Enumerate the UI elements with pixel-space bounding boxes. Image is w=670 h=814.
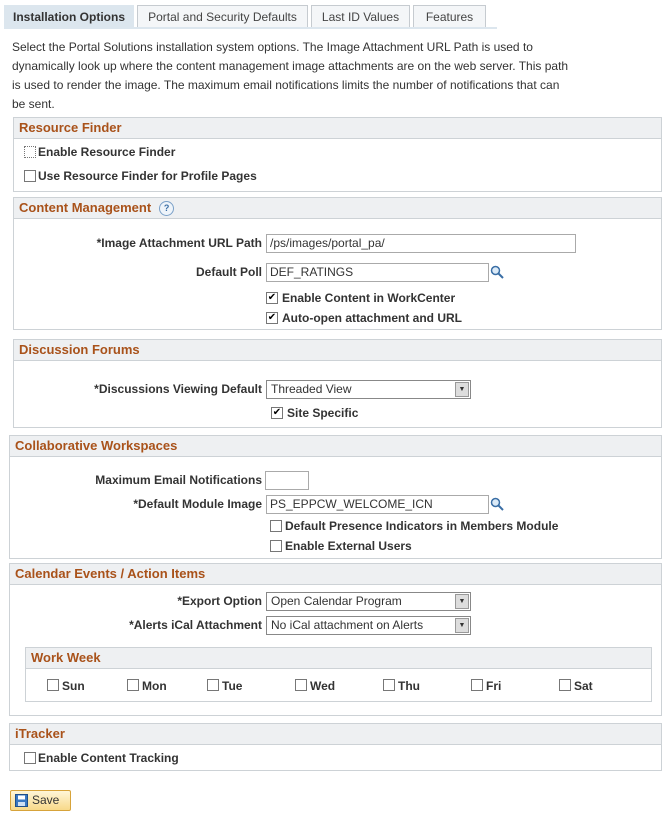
day-sat-checkbox[interactable]: [559, 679, 571, 691]
save-icon: [15, 794, 28, 807]
resource-finder-profile-checkbox[interactable]: [24, 170, 36, 182]
section-title: Discussion Forums: [14, 340, 661, 361]
selected-value: Open Calendar Program: [271, 594, 402, 608]
selected-value: No iCal attachment on Alerts: [271, 618, 424, 632]
search-icon[interactable]: [490, 265, 504, 279]
day-sun-label: Sun: [62, 679, 85, 693]
day-mon-checkbox[interactable]: [127, 679, 139, 691]
tab-underline: [4, 27, 497, 29]
default-poll-input[interactable]: DEF_RATINGS: [266, 263, 489, 282]
tab-last-id-values[interactable]: Last ID Values: [311, 5, 410, 28]
image-url-input[interactable]: /ps/images/portal_pa/: [266, 234, 576, 253]
alerts-ical-select[interactable]: [266, 616, 471, 635]
day-sat-label: Sat: [574, 679, 593, 693]
default-module-image-input[interactable]: PS_EPPCW_WELCOME_ICN: [266, 495, 489, 514]
site-specific-label: Site Specific: [287, 406, 359, 420]
enable-resource-finder-checkbox[interactable]: [24, 146, 36, 158]
tab-installation-options[interactable]: Installation Options: [4, 5, 134, 28]
tab-portal-security-defaults[interactable]: Portal and Security Defaults: [137, 5, 308, 28]
content-tracking-label: Enable Content Tracking: [38, 751, 179, 765]
day-thu-checkbox[interactable]: [383, 679, 395, 691]
save-button[interactable]: [10, 790, 71, 811]
section-title: iTracker: [10, 724, 661, 745]
section-title: Collaborative Workspaces: [10, 436, 661, 457]
selected-value: Threaded View: [271, 382, 352, 396]
resource-finder-profile-label: Use Resource Finder for Profile Pages: [38, 169, 257, 183]
alerts-ical-label: *Alerts iCal Attachment: [129, 618, 262, 632]
tab-features[interactable]: Features: [413, 5, 486, 28]
content-tracking-checkbox[interactable]: [24, 752, 36, 764]
day-wed-checkbox[interactable]: [295, 679, 307, 691]
site-specific-checkbox[interactable]: ✔: [272, 407, 282, 418]
help-icon[interactable]: ?: [159, 201, 174, 216]
chevron-down-icon[interactable]: ▼: [455, 618, 469, 633]
max-email-input[interactable]: [265, 471, 309, 490]
work-week-group: [25, 647, 652, 702]
section-title: Work Week: [26, 648, 651, 669]
max-email-label: Maximum Email Notifications: [95, 473, 262, 487]
search-icon[interactable]: [490, 497, 504, 511]
default-module-image-label: *Default Module Image: [133, 497, 262, 511]
save-label: Save: [32, 793, 60, 807]
day-fri-checkbox[interactable]: [471, 679, 483, 691]
auto-open-checkbox[interactable]: ✔: [267, 312, 277, 323]
section-title: Resource Finder: [14, 118, 661, 139]
chevron-down-icon[interactable]: ▼: [455, 594, 469, 609]
section-title: Content Management: [19, 200, 152, 215]
external-users-checkbox[interactable]: [270, 540, 282, 552]
discussion-view-label: *Discussions Viewing Default: [94, 382, 262, 396]
day-fri-label: Fri: [486, 679, 502, 693]
default-poll-label: Default Poll: [195, 265, 262, 279]
day-thu-label: Thu: [398, 679, 420, 693]
export-option-label: *Export Option: [177, 594, 262, 608]
page-description: Select the Portal Solutions installation system options. The Image Attachment URL Path is used to dynamically look up where the content management image attachments are on the web server. This path is used to render the image. The maximum email notifications limits the number of notifications that can be sent.: [12, 40, 569, 111]
day-tue-checkbox[interactable]: [207, 679, 219, 691]
day-mon-label: Mon: [142, 679, 167, 693]
section-title: Calendar Events / Action Items: [10, 564, 661, 585]
external-users-label: Enable External Users: [285, 539, 412, 553]
enable-resource-finder-label: Enable Resource Finder: [38, 145, 176, 159]
day-sun-checkbox[interactable]: [47, 679, 59, 691]
workcenter-label: Enable Content in WorkCenter: [282, 291, 456, 305]
presence-indicators-checkbox[interactable]: [270, 520, 282, 532]
image-url-label: *Image Attachment URL Path: [96, 236, 262, 250]
discussion-view-select[interactable]: [266, 380, 471, 399]
auto-open-label: Auto-open attachment and URL: [282, 311, 462, 325]
export-option-select[interactable]: [266, 592, 471, 611]
day-wed-label: Wed: [310, 679, 336, 693]
presence-indicators-label: Default Presence Indicators in Members Module: [285, 519, 559, 533]
day-tue-label: Tue: [222, 679, 243, 693]
chevron-down-icon[interactable]: ▼: [455, 382, 469, 397]
workcenter-checkbox[interactable]: ✔: [267, 292, 277, 303]
